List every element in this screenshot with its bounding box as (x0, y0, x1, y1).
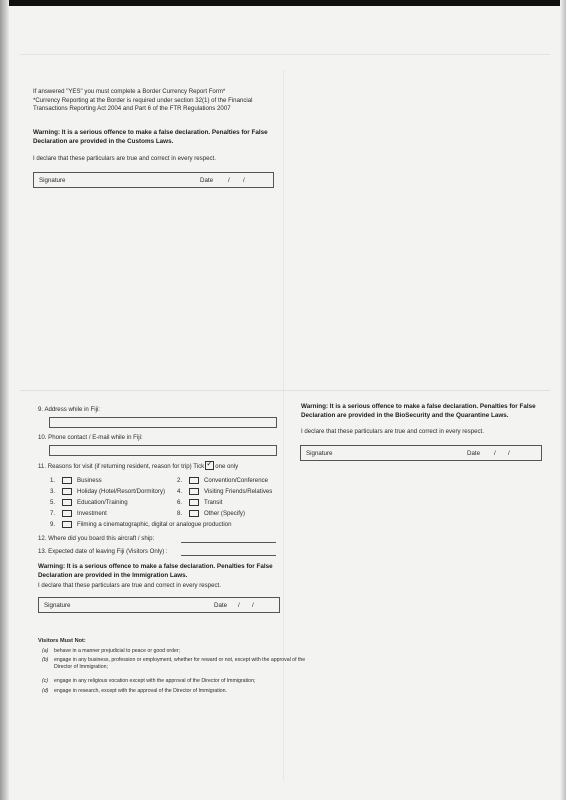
reason-item[interactable]: 9. Filming a cinematographic, digital or analogue production (50, 521, 232, 529)
scan-left-edge (0, 0, 9, 800)
fold-line-top (20, 54, 550, 55)
date-slash: / (243, 176, 245, 184)
reason-item[interactable]: 7. Investment (50, 510, 107, 518)
immigration-warning-1: Warning: It is a serious offence to make a false declaration. Penalties for False (38, 563, 273, 570)
leaving-date-input-line[interactable] (181, 555, 276, 556)
signature-label: Signature (39, 176, 66, 184)
q13-leaving-label: 13. Expected date of leaving Fiji (Visitors Only) : (38, 548, 168, 555)
reason-item[interactable]: 5. Education/Training (50, 499, 128, 507)
signature-label: Signature (44, 601, 71, 609)
currency-report-note: If answered "YES" you must complete a Border Currency Report Form* (33, 88, 226, 95)
address-input[interactable] (49, 417, 277, 428)
signature-label: Signature (306, 449, 333, 457)
checkbox[interactable] (189, 488, 199, 495)
reason-item[interactable]: 8. Other (Specify) (177, 510, 245, 518)
rule-item: (c) engage in any religious vocation except with the approval of the Director of Immigration; (42, 678, 256, 684)
biosecurity-declaration: I declare that these particulars are true and correct in every respect. (301, 428, 484, 435)
date-label: Date (200, 176, 214, 184)
customs-warning-2: Declaration are provided in the Customs Laws. (33, 138, 174, 145)
reason-item[interactable]: 6. Transit (177, 499, 223, 507)
checkbox[interactable] (62, 510, 72, 517)
customs-signature-box[interactable] (33, 172, 274, 188)
phone-email-input[interactable] (49, 445, 277, 456)
immigration-signature-box[interactable] (38, 597, 280, 613)
checkbox[interactable] (189, 510, 199, 517)
biosecurity-signature-box[interactable] (300, 445, 542, 461)
visitors-heading: Visitors Must Not: (38, 638, 86, 644)
fold-line-middle (20, 390, 550, 391)
immigration-declaration: I declare that these particulars are true and correct in every respect. (38, 582, 221, 589)
fold-line-vertical (283, 70, 284, 780)
biosecurity-warning-2: Declaration are provided in the BioSecurity and the Quarantine Laws. (301, 412, 509, 419)
checkbox[interactable] (62, 521, 72, 528)
rule-item: (a) behave in a manner prejudicial to peace or good order; (42, 648, 181, 654)
currency-legal-note-2: Transactions Reporting Act 2004 and Part 6 of the FTR Regulations 2007 (33, 105, 231, 112)
date-slash: / (508, 449, 510, 457)
tick-checkbox[interactable] (205, 461, 214, 470)
scan-top-edge (0, 0, 566, 6)
q12-boarding-label: 12. Where did you board this aircraft / ship: (38, 535, 155, 542)
q11-text: 11. Reasons for visit (if returning resident, reason for trip) Tick (38, 463, 205, 471)
date-slash: / (238, 601, 240, 609)
checkbox[interactable] (189, 477, 199, 484)
q9-address-label: 9. Address while in Fiji: (38, 406, 100, 413)
immigration-warning-2: Declaration are provided in the Immigration Laws. (38, 572, 188, 579)
q11-suffix: one only (215, 463, 239, 471)
currency-legal-note-1: *Currency Reporting at the Border is required under section 32(1) of the Financial (33, 97, 253, 104)
checkbox[interactable] (62, 488, 72, 495)
scan-right-edge (560, 0, 566, 800)
reason-item[interactable]: 1. Business (50, 477, 102, 485)
rule-item: (b) engage in any business, profession or employment, whether for reward or not, except with the approval of the Director of Immigration; (42, 657, 306, 670)
q11-reasons-label (38, 459, 239, 472)
rule-item: (d) engage in research, except with the approval of the Director of Immigration. (42, 688, 228, 694)
date-label: Date (467, 449, 481, 457)
customs-declaration: I declare that these particulars are true and correct in every respect. (33, 155, 216, 162)
checkbox[interactable] (189, 499, 199, 506)
biosecurity-warning-1: Warning: It is a serious offence to make a false declaration. Penalties for False (301, 403, 536, 410)
boarding-input-line[interactable] (181, 542, 276, 543)
reason-item[interactable]: 3. Holiday (Hotel/Resort/Dormitory) (50, 488, 166, 496)
reason-item[interactable]: 4. Visiting Friends/Relatives (177, 488, 273, 496)
date-slash: / (228, 176, 230, 184)
reason-item[interactable]: 2. Convention/Conference (177, 477, 269, 485)
checkbox[interactable] (62, 477, 72, 484)
checkbox[interactable] (62, 499, 72, 506)
customs-warning-1: Warning: It is a serious offence to make a false declaration. Penalties for False (33, 129, 268, 136)
tick-icon: ✓ (206, 459, 213, 468)
date-label: Date (214, 601, 228, 609)
date-slash: / (252, 601, 254, 609)
date-slash: / (494, 449, 496, 457)
q10-phone-label: 10. Phone contact / E-mail while in Fiji: (38, 434, 143, 441)
